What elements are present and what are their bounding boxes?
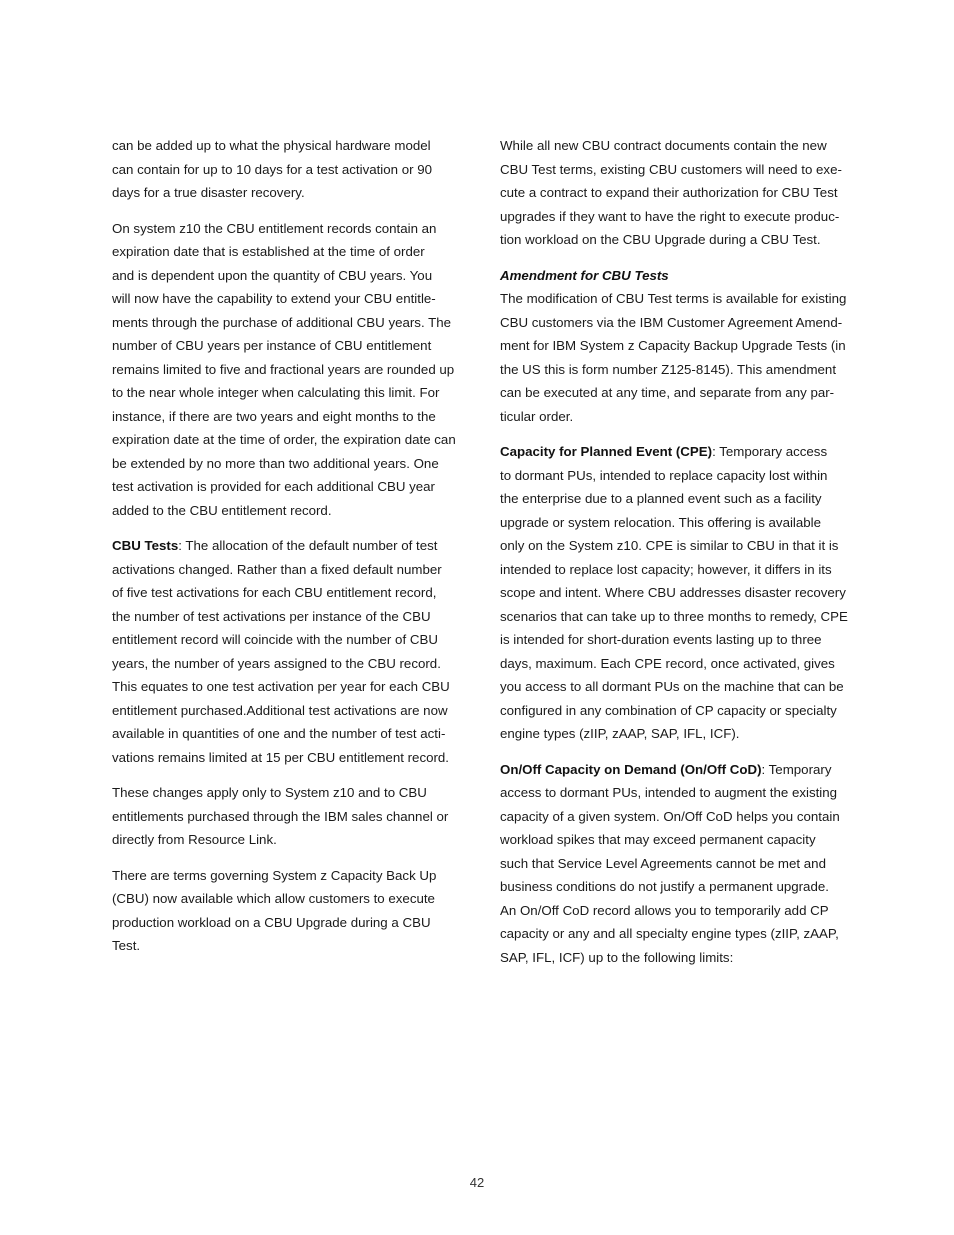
text-line: the US this is form number Z125-8145). This amendment: [500, 361, 837, 377]
text-line: entitlement purchased.Additional test activations are now: [112, 702, 448, 718]
text-line: expiration date at the time of order, the expiration date can: [112, 432, 456, 447]
text-line: days, maximum. Each CPE record, once activated, gives: [500, 655, 835, 671]
text-line: added to the CBU entitlement record.: [112, 502, 332, 518]
text-line: days for a true disaster recovery.: [112, 185, 305, 200]
text-line: This equates to one test activation per year for each CBU: [112, 679, 450, 694]
cpe-first-line: : Temporary access: [712, 444, 828, 459]
text-line: entitlement record will coincide with the number of CBU: [112, 632, 438, 647]
text-line: configured in any combination of CP capacity or specialty: [500, 702, 837, 718]
text-line: number of CBU years per instance of CBU entitlement: [112, 338, 432, 353]
paragraph-on-off-cod: [500, 758, 872, 970]
text-line: only on the System z10. CPE is similar to CBU in that it is: [500, 538, 839, 553]
text-line: scope and intent. Where CBU addresses disaster recovery: [500, 585, 846, 600]
text-line: ticular order.: [500, 408, 574, 424]
text-line: These changes apply only to System z10 and to CBU: [112, 785, 427, 800]
text-line: entitlements purchased through the IBM sales channel or: [112, 808, 449, 824]
text-line: upgrades if they want to have the right to execute produc-: [500, 208, 840, 224]
text-line: ment for IBM System z Capacity Backup Upgrade Tests (in: [500, 338, 846, 353]
text-line: cute a contract to expand their authorization for CBU Test: [500, 185, 838, 200]
text-line: Test.: [112, 938, 141, 953]
text-line: activations changed. Rather than a fixed default number: [112, 561, 442, 577]
text-line: is intended for short-duration events lasting up to three: [500, 632, 822, 647]
text-line: workload spikes that may exceed permanent capacity: [500, 832, 816, 847]
text-line: The modification of CBU Test terms is available for existing: [500, 291, 847, 306]
amendment-heading: Amendment for CBU Tests: [500, 267, 669, 283]
text-line: such that Service Level Agreements cannot be met and: [500, 855, 826, 871]
text-line: test activation is provided for each additional CBU year: [112, 479, 435, 494]
text-line: scenarios that can take up to three months to remedy, CPE: [500, 608, 848, 624]
text-line: On system z10 the CBU entitlement records contain an: [112, 220, 437, 236]
text-line: remains limited to five and fractional years are rounded up: [112, 361, 455, 377]
paragraph-cbu-expiration: [112, 217, 484, 523]
text-line: CBU Test terms, existing CBU customers will need to exe-: [500, 161, 842, 177]
paragraph-z10-changes: [112, 781, 484, 852]
text-line: available in quantities of one and the number of test acti-: [112, 726, 446, 741]
text-line: instance, if there are two years and eight months to the: [112, 408, 436, 424]
text-line: production workload on a CBU Upgrade during a CBU: [112, 914, 431, 930]
text-line: intended to replace lost capacity; however, it differs in its: [500, 561, 832, 577]
text-line: of five test activations for each CBU entitlement record,: [112, 585, 437, 600]
paragraph-cbu-contracts: [500, 134, 872, 252]
text-line: can be executed at any time, and separate from any par-: [500, 385, 835, 400]
text-line: and is dependent upon the quantity of CBU years. You: [112, 267, 433, 283]
text-line: directly from Resource Link.: [112, 832, 277, 847]
cbu-tests-first-line: : The allocation of the default number of test: [178, 538, 438, 553]
text-line: access to dormant PUs, intended to augment the existing: [500, 785, 838, 800]
cpe-lead: Capacity for Planned Event (CPE): [500, 444, 713, 459]
text-line: [500, 758, 872, 782]
text-line: engine types (zIIP, zAAP, SAP, IFL, ICF).: [500, 726, 740, 741]
paragraph-cbu-terms: [112, 864, 484, 958]
text-line: can contain for up to 10 days for a test activation or 90: [112, 161, 433, 177]
text-line: capacity of a given system. On/Off CoD helps you contain: [500, 808, 840, 824]
text-line: be extended by no more than two additional years. One: [112, 455, 439, 471]
text-line: the number of test activations per instance of the CBU: [112, 608, 431, 624]
text-line: An On/Off CoD record allows you to temporarily add CP: [500, 902, 829, 918]
paragraph-cbu-limits: [112, 134, 484, 205]
right-column: [500, 134, 872, 981]
text-line: vations remains limited at 15 per CBU entitlement record.: [112, 749, 449, 765]
text-line: tion workload on the CBU Upgrade during a CBU Test.: [500, 232, 821, 247]
on-off-cod-first-line: : Temporary: [761, 761, 832, 777]
text-line: to the near whole integer when calculating this limit. For: [112, 385, 440, 400]
text-line: SAP, IFL, ICF) up to the following limits:: [500, 949, 734, 965]
text-line: ments through the purchase of additional CBU years. The: [112, 314, 452, 330]
text-line: capacity or any and all specialty engine types (zIIP, zAAP,: [500, 926, 839, 941]
text-line: There are terms governing System z Capacity Back Up: [112, 867, 437, 883]
text-line: upgrade or system relocation. This offering is available: [500, 514, 822, 530]
text-line: the enterprise due to a planned event such as a facility: [500, 491, 822, 506]
text-line: [500, 440, 872, 464]
text-line: to dormant PUs, intended to replace capacity lost within: [500, 467, 828, 483]
text-line: CBU customers via the IBM Customer Agreement Amend-: [500, 314, 843, 330]
left-column: [112, 134, 484, 970]
text-line: years, the number of years assigned to the CBU record.: [112, 655, 441, 671]
text-line: can be added up to what the physical hardware model: [112, 138, 431, 153]
text-line: [112, 534, 484, 558]
text-line: While all new CBU contract documents contain the new: [500, 138, 827, 153]
text-line: expiration date that is established at the time of order: [112, 244, 425, 259]
text-line: (CBU) now available which allow customers to execute: [112, 891, 435, 906]
on-off-cod-lead: On/Off Capacity on Demand (On/Off CoD): [500, 761, 762, 777]
page-number: 42: [469, 1175, 485, 1190]
text-line: will now have the capability to extend your CBU entitle-: [112, 291, 436, 306]
cbu-tests-lead: CBU Tests: [112, 538, 179, 553]
paragraph-cbu-tests: [112, 534, 484, 769]
paragraph-amendment: [500, 264, 872, 429]
text-line: business conditions do not justify a permanent upgrade.: [500, 879, 829, 894]
paragraph-cpe: [500, 440, 872, 746]
text-line: you access to all dormant PUs on the machine that can be: [500, 679, 844, 694]
